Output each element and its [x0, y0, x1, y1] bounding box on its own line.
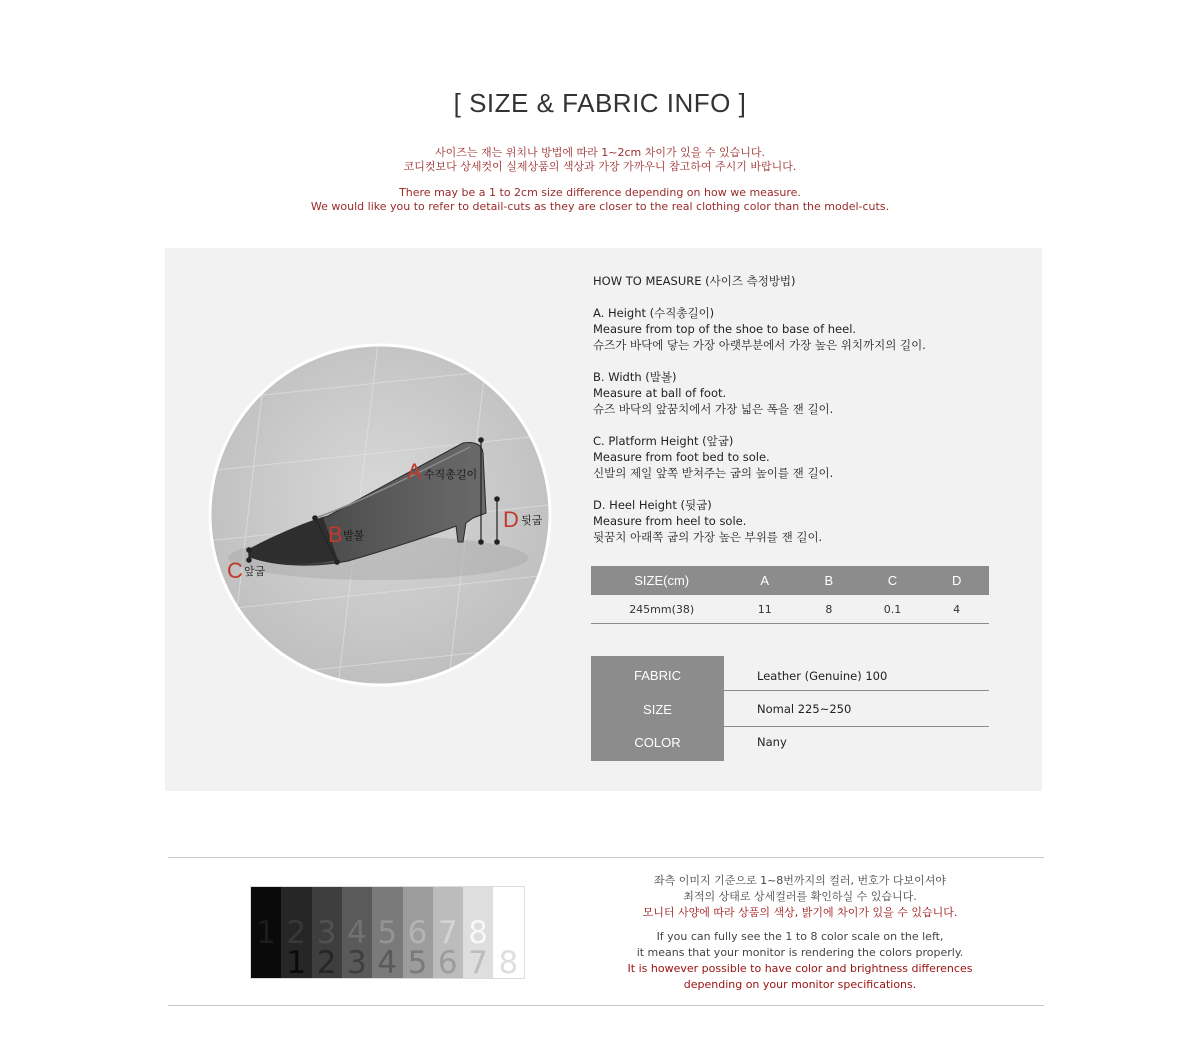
color-value: Nany: [757, 735, 787, 749]
label-a-text: 수직총길이: [424, 468, 478, 481]
notice-kr-1: 사이즈는 재는 위치나 방법에 따라 1~2cm 차이가 있을 수 있습니다.: [435, 146, 765, 159]
measure-a-title: A. Height (수직총길이): [593, 306, 715, 320]
notice-kr-2: 코디컷보다 상세컷이 실제상품의 색상과 가장 가까우니 참고하여 주시기 바랍니다.: [403, 159, 797, 173]
monitor-kr-2: 최적의 상태로 상세컬러를 확인하실 수 있습니다.: [683, 890, 917, 903]
label-d-text: 뒷굽: [521, 514, 543, 527]
divider-top: [168, 857, 1044, 858]
scale-number-lower: 8: [498, 945, 519, 981]
monitor-kr-3: 모니터 사양에 따라 상품의 색상, 밝기에 차이가 있을 수 있습니다.: [642, 906, 958, 919]
scale-number-upper: 2: [286, 915, 307, 951]
measure-c-kr: 신발의 제일 앞쪽 받쳐주는 굽의 높이를 잰 길이.: [593, 466, 834, 480]
divider-bottom: [168, 1005, 1044, 1006]
measure-b-title: B. Width (발볼): [593, 370, 677, 384]
measure-b-en: Measure at ball of foot.: [593, 386, 727, 400]
scale-number-lower: 1: [286, 945, 307, 981]
fabric-info: [591, 656, 989, 761]
fabric-label: FABRIC: [591, 656, 724, 691]
measure-heading: HOW TO MEASURE (사이즈 측정방법): [593, 274, 796, 288]
label-a-letter: A: [407, 459, 422, 484]
size-notice: [0, 146, 1200, 213]
scale-number-upper: 1: [256, 915, 276, 951]
label-d-letter: D: [503, 507, 519, 532]
monitor-kr-1: 좌측 이미지 기준으로 1~8번까지의 컬러, 번호가 다보이셔야: [653, 874, 947, 887]
scale-number-lower: 3: [347, 945, 367, 981]
how-to-measure: [593, 273, 926, 545]
scale-number-upper: 8: [468, 915, 488, 951]
scale-number-lower: 6: [437, 945, 458, 981]
shoe-measurement-diagram: [208, 343, 552, 687]
label-b-text: 발볼: [343, 529, 365, 542]
measure-d-kr: 뒷꿈치 아래쪽 굽의 가장 높은 부위를 잰 길이.: [593, 530, 823, 544]
measure-b-kr: 슈즈 바닥의 앞꿈치에서 가장 넓은 폭을 잰 길이.: [593, 402, 834, 416]
scale-number-upper: 4: [347, 915, 367, 951]
monitor-en-3: It is however possible to have color and brightness differences: [627, 962, 973, 975]
scale-number-lower: 2: [316, 945, 337, 981]
measure-a-kr: 슈즈가 바닥에 닿는 가장 아랫부분에서 가장 높은 위치까지의 길이.: [593, 338, 926, 352]
color-label: COLOR: [591, 727, 724, 761]
d-header: D: [924, 566, 989, 595]
notice-en-1: There may be a 1 to 2cm size difference depending on how we measure.: [399, 186, 801, 199]
notice-en-2: We would like you to refer to detail-cuts as they are closer to the real clothing color than the model-cuts.: [310, 199, 890, 213]
monitor-en-4: depending on your monitor specifications.: [683, 978, 917, 991]
size-header: SIZE(cm): [591, 566, 732, 595]
scale-number-lower: 4: [377, 945, 398, 981]
c-header: C: [861, 566, 925, 595]
scale-number-upper: 5: [377, 915, 398, 951]
scale-number-upper: 7: [437, 915, 458, 951]
measure-d-en: Measure from heel to sole.: [593, 514, 747, 528]
measure-c-en: Measure from foot bed to sole.: [593, 450, 770, 464]
a-header: A: [732, 566, 797, 595]
scale-number-lower: 7: [468, 945, 488, 981]
size-label: SIZE: [591, 691, 724, 727]
color-scale: [250, 886, 525, 979]
d-cell: 4: [924, 595, 989, 624]
size-table: [591, 566, 989, 624]
scale-number-lower: 5: [407, 945, 428, 981]
c-cell: 0.1: [861, 595, 925, 624]
measure-d-title: D. Heel Height (뒷굽): [593, 498, 712, 512]
monitor-en-1: If you can fully see the 1 to 8 color scale on the left,: [656, 930, 944, 943]
measure-a-en: Measure from top of the shoe to base of heel.: [593, 322, 857, 336]
table-row: [591, 595, 989, 624]
measure-c-title: C. Platform Height (앞굽): [593, 434, 734, 448]
label-c-text: 앞굽: [244, 565, 266, 578]
label-c-letter: C: [227, 558, 243, 583]
fabric-value: Leather (Genuine) 100: [757, 669, 888, 683]
size-value: Nomal 225~250: [757, 702, 852, 716]
scale-number-upper: 6: [407, 915, 428, 951]
scale-number-upper: 3: [316, 915, 337, 951]
page-title: [ SIZE & FABRIC INFO ]: [453, 88, 747, 118]
b-cell: 8: [797, 595, 861, 624]
b-header: B: [797, 566, 861, 595]
label-b-letter: B: [328, 522, 343, 547]
monitor-en-2: it means that your monitor is rendering the colors properly.: [636, 946, 964, 959]
a-cell: 11: [732, 595, 797, 624]
monitor-notice: [600, 873, 1000, 993]
size-cell: 245mm(38): [591, 595, 732, 624]
